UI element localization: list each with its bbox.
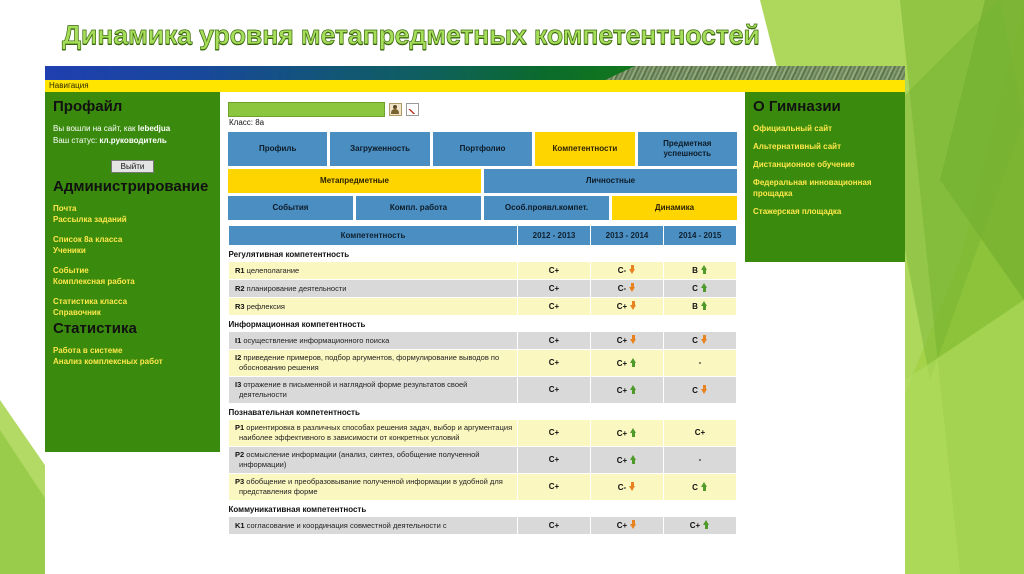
statistics-heading: Статистика [53,320,137,337]
table-row[interactable] [229,298,737,316]
grade-value: С+ [616,358,628,368]
logout-wrap [53,156,212,174]
logged-in-prefix: Вы вошли на сайт, как [53,124,138,133]
competency-name: P1 ориентировка в различных способах решения задач, выбор и аргументация наиболее эффективного в зависимости от конкретных условий [229,420,518,447]
competency-code: R2 [235,283,245,293]
user-icon[interactable] [389,103,402,116]
competency-code: I2 [235,353,242,362]
sidebar-link-task-mailing[interactable]: Рассылка заданий [53,215,127,224]
grade-cell [518,298,591,316]
grade-cell [518,517,591,535]
section-row [229,316,737,332]
competency-code: I1 [235,335,242,345]
grade-cell [664,332,737,350]
grade-value: С [692,284,698,293]
grade-cell [664,474,737,501]
competency-name: P3 обобщение и преобразовывание полученной информации в удобной для представления форме [229,474,518,501]
table-row[interactable] [229,474,737,501]
grade-value: С+ [616,428,628,438]
trend-up-icon [703,520,710,529]
competency-name: P2 осмысление информации (анализ, синтез, обобщение полученной информации) [229,447,518,474]
table-header-row [229,226,737,246]
class-selector-bar[interactable] [228,102,385,117]
sidebar-link-class-statistics[interactable]: Статистика класса [53,297,128,306]
grade-value: С- [617,482,627,492]
grade-value: С+ [548,482,560,491]
grade-cell [591,262,664,280]
table-head [229,226,737,246]
spacer [53,256,212,265]
competency-code: I3 [235,380,242,389]
grade-value: В [692,302,698,311]
grade-cell [664,350,737,377]
left-sidebar [45,92,220,452]
grade-cell [591,298,664,316]
grade-cell [591,447,664,474]
grade-cell [591,377,664,404]
grade-value: С+ [548,428,560,437]
table-row[interactable] [229,517,737,535]
sidebar-link-handbook[interactable]: Справочник [53,308,101,317]
competency-code: R1 [235,265,245,275]
spacer [53,287,212,296]
trend-up-icon [630,455,637,464]
grade-value: С+ [694,428,706,437]
grade-value: С+ [548,385,560,394]
table-body [229,246,737,535]
section-row [229,246,737,262]
grade-value: С+ [616,385,628,395]
table-row[interactable] [229,280,737,298]
slide-title: Динамика уровня метапредметных компетентностей [62,20,760,50]
grade-cell [518,350,591,377]
section-row [229,404,737,420]
table-row[interactable] [229,377,737,404]
grade-cell [591,420,664,447]
link-alternative-site[interactable]: Альтернативный сайт [753,142,841,151]
grade-value: С+ [548,283,560,293]
tab-complex-work[interactable]: Компл. работа [356,196,481,220]
competency-table [228,225,737,535]
grade-value: С [692,336,698,345]
tab-profile[interactable]: Профиль [228,132,327,166]
grade-cell [518,474,591,501]
tab-subject-success[interactable]: Предметная успешность [638,132,737,166]
trend-up-icon [701,265,708,274]
competency-name: I3 отражение в письменной и наглядной форме результатов своей деятельности [229,377,518,404]
status-value: кл.руководитель [99,136,167,145]
competency-name: R2 планирование деятельности [229,280,518,298]
section-title: Регулятивная компетентность [229,246,737,262]
competency-name: I1 осуществление информационного поиска [229,332,518,350]
trend-up-icon [630,385,637,394]
right-sidebar [745,92,905,262]
grade-cell [518,420,591,447]
class-label: Класс: 8а [229,118,265,127]
trend-up-icon [630,428,637,437]
trend-down-icon [630,520,637,529]
competency-name: I2 приведение примеров, подбор аргументов, формулирование выводов по обоснованию решения [229,350,518,377]
grade-value: С+ [548,301,560,311]
grade-cell [664,420,737,447]
col-2013-2014: 2013 - 2014 [591,226,664,246]
section-title: Информационная компетентность [229,316,737,332]
trend-down-icon [629,283,636,292]
tab-workload[interactable]: Загруженность [330,132,429,166]
grade-value: С+ [548,455,560,464]
profile-heading: Профайл [53,98,123,115]
navigation-bar[interactable]: Навигация [45,80,905,92]
link-official-site[interactable]: Официальный сайт [753,124,833,133]
grade-cell [664,377,737,404]
table-row[interactable] [229,420,737,447]
trend-up-icon [701,283,708,292]
web-page [45,66,905,574]
table-row[interactable] [229,262,737,280]
grade-value: С+ [548,335,560,345]
grade-value: - [698,358,702,367]
grade-value: С- [617,266,627,275]
competency-code: K1 [235,520,245,530]
trend-down-icon [701,335,708,344]
tab-dynamics[interactable]: Динамика [612,196,737,220]
grade-value: С- [617,284,627,293]
table-row[interactable] [229,350,737,377]
sidebar-link-class-list[interactable]: Список 8а класса [53,235,123,244]
trend-up-icon [630,358,637,367]
grade-cell [591,474,664,501]
sidebar-link-mail[interactable]: Почта [53,204,77,213]
grade-cell [518,332,591,350]
grade-value: С+ [548,358,560,367]
tab-personal[interactable]: Личностные [484,169,737,193]
link-internship-site[interactable]: Стажерская площадка [753,207,842,216]
tab-special-competency[interactable]: Особ.проявл.компет. [484,196,609,220]
sidebar-link-system-work[interactable]: Работа в системе [53,346,123,355]
tabs-row-tertiary [228,196,737,220]
trend-down-icon [630,335,637,344]
sidebar-link-complex-work[interactable]: Комплексная работа [53,277,135,286]
trend-down-icon [630,301,637,310]
grade-cell [664,517,737,535]
grade-cell [518,280,591,298]
trend-down-icon [629,482,636,491]
spacer [53,225,212,234]
banner-photo [605,66,905,80]
section-title: Познавательная компетентность [229,404,737,420]
col-2014-2015: 2014 - 2015 [664,226,737,246]
competency-code: P2 [235,450,245,459]
logout-button[interactable]: Выйти [111,160,155,173]
trend-up-icon [701,482,708,491]
grade-value: В [692,266,698,275]
grade-cell [664,298,737,316]
link-federal-innovation-site[interactable]: Федеральная инновационная прощадка [753,178,872,198]
grade-cell [664,262,737,280]
grade-cell [664,447,737,474]
grade-value: С+ [616,302,628,311]
grade-cell [591,350,664,377]
grade-cell [518,262,591,280]
tabs-row-primary [228,132,737,166]
link-distance-learning[interactable]: Дистанционное обучение [753,160,855,169]
tab-events[interactable]: События [228,196,353,220]
trend-down-icon [701,385,708,394]
sidebar-link-event[interactable]: Событие [53,266,89,275]
col-competency: Компетентность [229,226,518,246]
grade-cell [591,517,664,535]
login-info [53,123,212,147]
gymnasium-heading: О Гимназии [753,98,841,115]
competency-code: P3 [235,477,245,486]
tab-competencies[interactable]: Компетентности [535,132,634,166]
chart-icon[interactable] [406,103,419,116]
section-row [229,501,737,517]
table-row[interactable] [229,332,737,350]
grade-value: С+ [616,336,628,345]
competency-name: R3 рефлексия [229,298,518,316]
sidebar-link-students[interactable]: Ученики [53,246,86,255]
site-banner [45,66,905,80]
grade-value: С+ [616,455,628,465]
tabs-row-secondary [228,169,737,193]
tab-metasubject[interactable]: Метапредметные [228,169,481,193]
competency-name: K1 согласование и координация совместной деятельности с [229,517,518,535]
table-row[interactable] [229,447,737,474]
grade-value: С+ [548,520,560,530]
main-content [220,92,745,535]
trend-up-icon [701,301,708,310]
grade-value: - [698,455,702,464]
class-selector-row [228,102,737,117]
competency-code: P1 [235,423,245,432]
grade-cell [518,447,591,474]
admin-heading: Администрирование [53,178,209,195]
grade-value: С [692,482,698,492]
grade-value: С+ [616,521,628,530]
tab-portfolio[interactable]: Портфолио [433,132,532,166]
col-2012-2013: 2012 - 2013 [518,226,591,246]
competency-name: R1 целеполагание [229,262,518,280]
grade-value: С [692,385,698,395]
section-title: Коммуникативная компетентность [229,501,737,517]
status-prefix: Ваш статус: [53,136,100,145]
grade-cell [591,280,664,298]
grade-cell [591,332,664,350]
sidebar-link-complex-work-analysis[interactable]: Анализ комплексных работ [53,357,163,366]
grade-cell [664,280,737,298]
grade-cell [518,377,591,404]
logged-in-user: lebedjua [137,124,171,133]
trend-down-icon [629,265,636,274]
competency-code: R3 [235,301,245,311]
grade-value: С+ [689,521,701,530]
grade-value: С+ [548,265,560,275]
